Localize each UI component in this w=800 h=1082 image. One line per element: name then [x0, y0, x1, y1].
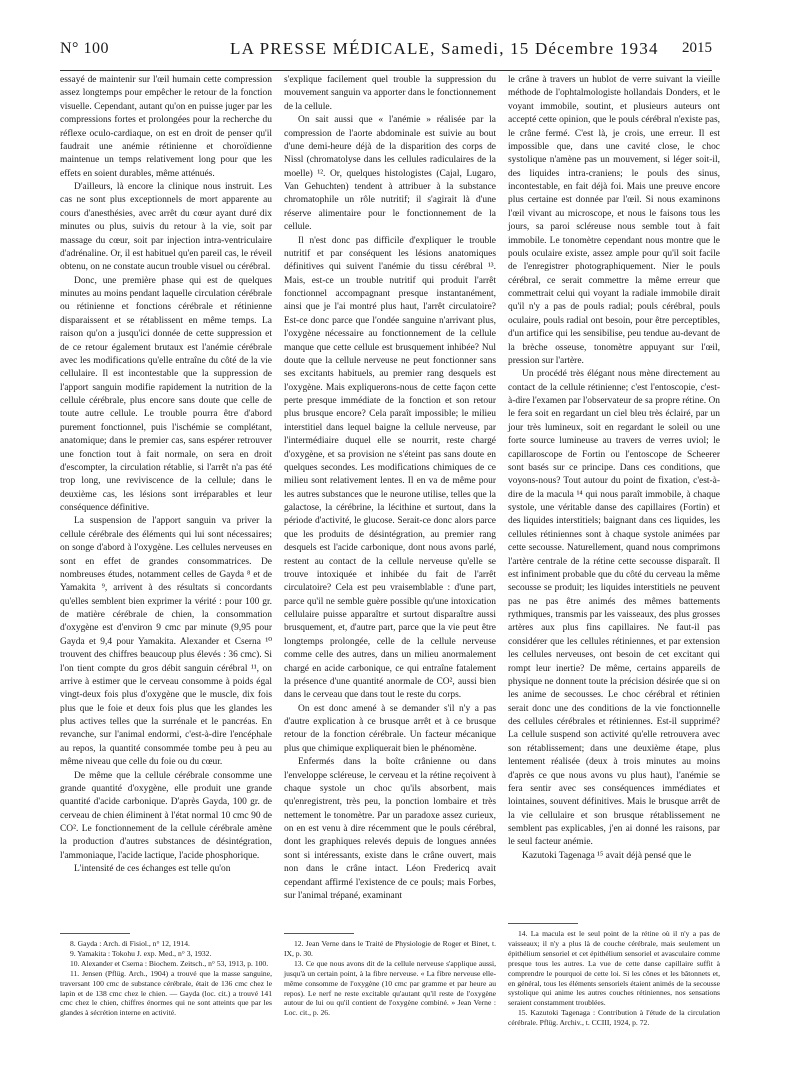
paragraph: De même que la cellule cérébrale consomme une grande quantité d'oxygène, elle produit une grande quantité d'acide carbonique. D'après Gayda, 100 gr. de cerveau de chien éliminent à l'état normal 10 cmc 90 de CO². Le fonctionnement de la cellule cérébrale amène la production d'autres substances de désintégration, l'ammoniaque, l'acide lactique, l'acide phosphorique. — [60, 770, 272, 861]
paragraph: On est donc amené à se demander s'il n'y a pas d'autre explication à ce brusque arrêt et à ce brusque retour de la fonction cérébrale. Un facteur mécanique plus que chimique expliquerait bien le phénomène. — [284, 703, 496, 754]
paragraph: Kazutoki Tagenaga ¹⁵ avait déjà pensé que le — [522, 850, 692, 861]
column-2 — [284, 74, 496, 903]
paragraph: le crâne à travers un hublot de verre suivant la vieille méthode de l'ophtalmologiste hollandais Donders, et le voyant immobile, soutint, et plusieurs auteurs ont accepté cette opinion, que le pouls cérébral n'existe pas, le crâne fermé. C'est là, je crois, une erreur. Il est impossible que, dans une cavité close, le choc systolique n'amène pas un mouvement, si léger soit-il, des liquides intra-craniens; le pouls des sinus, incontestable, en fait déjà foi. Mais une preuve encore plus certaine est donnée par l'œil. Si nous examinons l'œil vivant au microscope, et nous le faisons tous les jours, sa paroi scléreuse nous semble tout à fait immobile. Le tonomètre cependant nous montre que le pouls oculaire existe, assez ample pour qu'il soit facile de l'enregistrer photographiquement. Nier le pouls cérébral, ce serait commettre la même erreur que commettrait celui qui voyant la radiale immobile dirait qu'il n'y a pas de pouls radial; pouls cérébral, pouls oculaire, pouls radial ont besoin, pour être perceptibles, d'un artifice qui les sensibilise, peu tendue au-devant de la brèche osseuse, tonomètre appuyant sur l'œil, pression sur l'artère. — [508, 75, 720, 366]
footnote-separator — [60, 933, 130, 934]
header-rule — [60, 70, 712, 71]
paragraph: D'ailleurs, là encore la clinique nous instruit. Les cas ne sont plus exceptionnels de mort apparente au cours d'anesthésies, avec arrêt du cœur ayant duré dix minutes ou plus, suivis du retour à la vie, soit par massage du cœur, soit par injection intra-ventriculaire d'adrénaline. Or, il est habituel qu'en pareil cas, le réveil obtenu, on ne constate aucun trouble visuel ou cérébral. — [60, 182, 272, 273]
footnote: 12. Jean Verne dans le Traité de Physiologie de Roger et Binet, t. IX, p. 30. — [284, 939, 496, 958]
paragraph: L'intensité de ces échanges est telle qu'on — [74, 864, 231, 875]
paragraph: s'explique facilement quel trouble la suppression du mouvement sanguin va apporter dans le fonctionnement de la cellule. — [284, 75, 496, 112]
footnote: 15. Kazutoki Tagenaga : Contribution à l'étude de la circulation cérébrale. Pflüg. Archiv., t. CCIII, 1924, p. 72. — [508, 1008, 720, 1028]
page-header — [60, 40, 712, 64]
paragraph: Un procédé très élégant nous mène directement au contact de la cellule rétinienne; c'est l'entoscopie, c'est-à-dire l'examen par l'observateur de sa propre rétine. On le fera soit en regardant un ciel bleu très éclairé, par un jour très lumineux, soit en regardant le soleil ou une forte source lumineuse au travers de verres uviol; le capillaroscope de Fortin ou l'entoscope de Scheerer sont basés sur ce principe. Dans ces conditions, que voyons-nous? Tout autour du point de fixation, c'est-à-dire de la macula ¹⁴ qui nous paraît immobile, à chaque systole, une véritable danse des capillaires (Fortin) et des liquides interstitiels; baignant dans ces liquides, les cellules rétiniennes sont à chaque systole animées par cette secousse. Naturellement, quand nous comprimons l'artère centrale de la rétine cette secousse disparaît. Il est infiniment probable que du côté du cerveau la même secousse se produit; les liquides interstitiels ne peuvent pas ne pas être animés des mêmes battements rythmiques, transmis par les vaisseaux, des plus grosses artères aux plus fins capillaires. Ne faut-il pas considérer que les cellules rétiniennes, et par extension les cellules nerveuses, ont besoin de cet excitant qui rompt leur inertie? De même, certains appareils de physique ne donnent toute la précision désirée que si on les anime de secousses. Le choc cérébral et rétinien serait donc une des conditions de la vie fonctionnelle des cellules cérébrales et rétiniennes. Est-il supprimé? La cellule suspend son activité qu'elle retrouvera avec son rétablissement; dans une deuxième étape, plus lentement réalisée (deux à trois minutes au moins d'après ce que nous avons vu plus haut), l'anémie se fera sentir avec ses conséquences immédiates et lointaines, souvent définitives. Mais le brusque arrêt de la vie cellulaire et son brusque rétablissement ne semblent pas explicables, j'en ai donné les raisons, par le seul facteur anémie. — [508, 369, 720, 848]
footnotes-column-1 — [60, 939, 272, 1018]
paragraph: Il n'est donc pas difficile d'expliquer le trouble nutritif et par conséquent les lésions anatomiques définitives qui suivent l'anémie du tissu cérébral ¹³. Mais, est-ce un trouble nutritif qui produit l'arrêt fonctionnel accompagnant presque instantanément, ainsi que je l'ai montré plus haut, l'arrêt circulatoire? Est-ce donc parce que l'ondée sanguine n'arrivant plus, l'oxygène nécessaire au fonctionnement de la cellule manque que cette cellule est brusquement inhibée? Nul doute que la cellule nerveuse ne peut fonctionner sans ses excitants habituels, au premier rang desquels est l'oxygène. Mais expliquerons-nous de cette façon cette perte presque immédiate de la fonction et son retour plus brusque encore? Cela paraît impossible; le milieu interstitiel dans lequel baigne la cellule nerveuse, par l'intermédiaire duquel elle se nourrit, reste chargé d'oxygène, et sa provision ne s'éteint pas sans doute en quelques secondes. Les modifications chimiques de ce milieu sont relativement lentes. Il en va de même pour les autres substances que le neurone utilise, telles que la galactose, la cérébrine, la lécithine et surtout, dans la période d'activité, le glucose. Serait-ce donc alors parce que les produits de désintégration, au premier rang desquels est l'acide carbonique, dont nous avons parlé, restent au contact de la cellule nerveuse qu'elle se trouve intoxiquée et inhibée du fait de l'arrêt circulatoire? Cela est peu vraisemblable : d'une part, parce qu'il ne semble guère possible qu'une intoxication cellulaire puisse apparaître et surtout disparaître aussi brusquement, et, d'autre part, parce que la vie peut être longtemps prolongée, celle de la cellule nerveuse comme celle des autres, dans un milieu anormalement chargé en acide carbonique, ce qui entraîne fatalement la présence d'une quantité anormale de CO², aussi bien dans le cerveau que dans tout le reste du corps. — [284, 235, 496, 701]
footnote: 10. Alexander et Cserna : Biochem. Zeitsch., n° 53, 1913, p. 100. — [70, 958, 269, 968]
paragraph: Donc, une première phase qui est de quelques minutes au moins pendant laquelle circulation cérébrale ou rétinienne et fonctions cérébrale et rétinienne disparaissent et se rétablissent en même temps. La raison qu'on a jusqu'ici donnée de cette suppression et de ce retour également brutaux est l'anémie cérébrale avec les modifications qu'elle entraîne du côté de la vie cellulaire. Il est incontestable que la suppression de l'apport sanguin modifie rapidement la nutrition de la cellule cérébrale, plus encore sans doute que celle de toute autre cellule. Le trouble pourra être d'abord purement fonctionnel, puis l'ischémie se complétant, anatomique; dans le premier cas, sans espérer retrouver une fonction tout à fait normale, on sera en droit d'escompter, la circulation rétablie, si l'arrêt n'a pas été trop long, une reviviscence de la cellule; dans le deuxième cas, les lésions sont irréparables et leur conséquence définitive. — [60, 275, 272, 513]
footnote: 8. Gayda : Arch. di Fisiol., n° 12, 1914. — [70, 939, 190, 948]
footnote: 13. Ce que nous avons dit de la cellule nerveuse s'applique aussi, jusqu'à un certain point, à la fibre nerveuse. « La fibre nerveuse elle-même consomme de l'oxygène (10 cmc par gramme et par heure au repos). Le nerf ne reste excitable qu'autant qu'il reste de l'oxygène autour de lui ou qu'il contient de l'oxygène combiné. » Jean Verne : Loc. cit., p. 26. — [284, 958, 496, 1018]
footnote: 14. La macula est le seul point de la rétine où il n'y a pas de vaisseaux; il n'y a plus là de couche cérébrale, mais seulement un épithélium sensoriel et cet épithélium sensoriel et avasculaire comme presque tous les autres. La vue de cette danse capillaire suffit à comprendre le pourquoi de cette loi. Si les cônes et les bâtonnets et, en général, tous les éléments sensoriels étaient animés de la secousse systolique qui anime les autres couches rétiniennes, nos sensations seraient constamment troublées. — [508, 929, 720, 1008]
paragraph: La suspension de l'apport sanguin va priver la cellule cérébrale des éléments qui lui sont nécessaires; on songe d'abord à l'oxygène. Les cellules nerveuses en sont en effet de grandes consommatrices. De nombreuses études, notamment celles de Gayda ⁸ et de Yamakita ⁹, arrivent à des résultats si concordants qu'elles semblent bien exprimer la vérité : pour 100 gr. de matière cérébrale de chien, la consommation d'oxygène est d'environ 9 cmc par minute (9,95 pour Gayda et 9,4 pour Yamakita. Alexander et Cserna ¹⁰ trouvent des chiffres beaucoup plus élevés : 36 cmc). Si l'on tient compte du gros débit sanguin cérébral ¹¹, on arrive à estimer que le cerveau consomme à poids égal vingt-deux fois plus d'oxygène que le muscle, dix fois plus que le foie et deux fois plus que les glandes les plus actives telles que la surrénale et le pancréas. En revanche, sur l'animal endormi, c'est-à-dire l'encéphale au repos, la quantité consommée tombe peu à peu au même niveau que celle du foie ou du cœur. — [60, 516, 272, 768]
footnote: 9. Yamakita : Tokohu J. exp. Med., n° 3, 1932. — [70, 948, 212, 958]
footnotes-column-3 — [508, 929, 720, 1028]
footnote-separator — [284, 933, 354, 934]
column-1 — [60, 74, 272, 877]
paragraph: Enfermés dans la boîte crânienne ou dans l'enveloppe scléreuse, le cerveau et la rétine reçoivent à chaque systole un choc qu'ils absorbent, mais qu'enregistrent, très peu, la ponction lombaire et très nettement le tonomètre. Par un paradoxe assez curieux, on en est venu à dire récemment que le pouls cérébral, dont les graphiques relevés depuis de longues années sont si intéressants, existe dans le crâne ouvert, mais non dans le crâne intact. Léon Fredericq avait cependant affirmé l'existence de ce pouls; mais Forbes, sur l'animal trépané, examinant — [284, 757, 496, 901]
footnote-separator — [508, 923, 578, 924]
footnote: 11. Jensen (Pflüg. Arch., 1904) a trouvé que la masse sanguine, traversant 100 cmc de substance cérébrale, était de 136 cmc chez le lapin et de 138 cmc chez le chien. — Gayda (loc. cit.) a trouvé 141 cmc chez le chien, chiffres énormes qui ne sont atteints que par les glandes à sécrétion interne en activité. — [60, 968, 272, 1018]
footnotes-column-2 — [284, 939, 496, 1018]
page-number: 2015 — [682, 40, 712, 56]
column-3 — [508, 74, 720, 863]
paragraph: essayé de maintenir sur l'œil humain cette compression assez longtemps pour empêcher le retour de la fonction visuelle. Cependant, autant qu'on en puisse juger par les compressions fortes et prolongées pour la recherche du réflexe oculo-cardiaque, on est en droit de penser qu'il faudrait une anémie rétinienne et choroïdienne maintenue un temps relativement long pour que les effets en soient durables, même atténués. — [60, 75, 272, 179]
issue-number: N° 100 — [60, 40, 109, 57]
journal-title: LA PRESSE MÉDICALE, Samedi, 15 Décembre 1934 — [230, 39, 659, 58]
paragraph: On sait aussi que « l'anémie » réalisée par la compression de l'aorte abdominale est suivie au bout d'une demi-heure déjà de la disparition des corps de Nissl (chromatolyse dans les cellules radiculaires de la moelle) ¹². Or, quelques histologistes (Cajal, Lugaro, Van Gehuchten) tendent à attribuer à la substance chromatophile un rôle nutritif; il s'agirait là d'une réserve alimentaire pour le fonctionnement de la cellule. — [284, 115, 496, 233]
